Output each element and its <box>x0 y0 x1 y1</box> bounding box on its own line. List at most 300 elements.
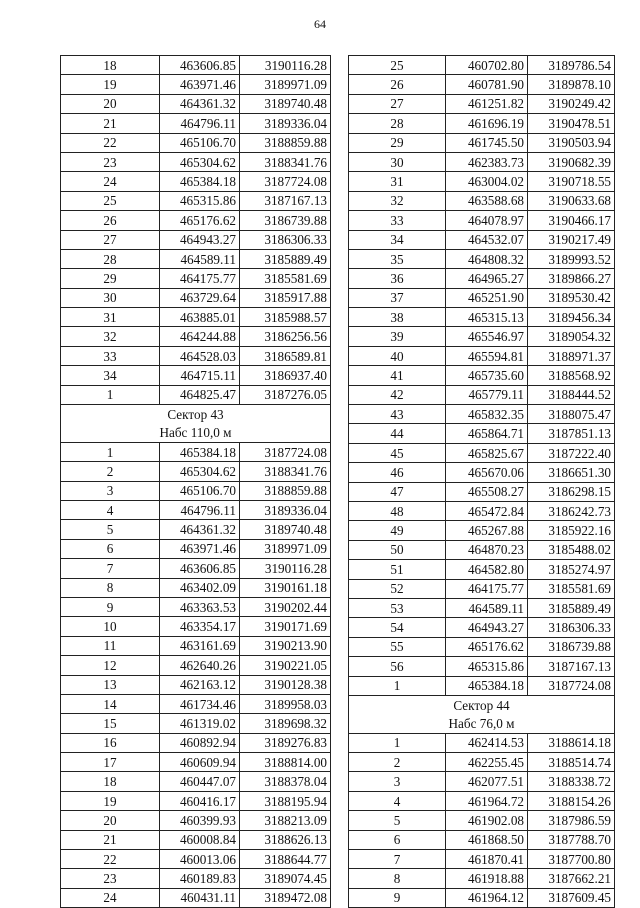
point-number: 32 <box>349 191 446 210</box>
y-coordinate: 3187609.45 <box>528 888 615 907</box>
table-row <box>61 656 331 675</box>
x-coordinate: 464796.11 <box>160 500 240 519</box>
point-number: 29 <box>349 133 446 152</box>
point-number: 41 <box>349 366 446 385</box>
x-coordinate: 462163.12 <box>160 675 240 694</box>
x-coordinate: 465251.90 <box>446 288 528 307</box>
x-coordinate: 463729.64 <box>160 288 240 307</box>
point-number: 18 <box>61 56 160 75</box>
point-number: 55 <box>349 637 446 656</box>
x-coordinate: 460008.84 <box>160 830 240 849</box>
point-number: 31 <box>61 308 160 327</box>
point-number: 19 <box>61 791 160 810</box>
point-number: 2 <box>349 753 446 772</box>
y-coordinate: 3188568.92 <box>528 366 615 385</box>
y-coordinate: 3188971.37 <box>528 346 615 365</box>
y-coordinate: 3189740.48 <box>240 520 331 539</box>
x-coordinate: 465315.13 <box>446 308 528 327</box>
table-row <box>61 869 331 888</box>
table-row <box>61 597 331 616</box>
table-row <box>61 308 331 327</box>
point-number: 21 <box>61 830 160 849</box>
sector-height: Набс 76,0 м <box>349 714 615 733</box>
y-coordinate: 3189786.54 <box>528 56 615 75</box>
x-coordinate: 465315.86 <box>446 657 528 676</box>
y-coordinate: 3188614.18 <box>528 733 615 752</box>
x-coordinate: 461870.41 <box>446 850 528 869</box>
point-number: 43 <box>349 405 446 424</box>
y-coordinate: 3189971.09 <box>240 75 331 94</box>
table-row <box>349 172 615 191</box>
y-coordinate: 3188626.13 <box>240 830 331 849</box>
table-row <box>349 405 615 424</box>
x-coordinate: 464361.32 <box>160 520 240 539</box>
y-coordinate: 3185274.97 <box>528 560 615 579</box>
y-coordinate: 3185488.02 <box>528 540 615 559</box>
point-number: 9 <box>349 888 446 907</box>
y-coordinate: 3189472.08 <box>240 888 331 907</box>
point-number: 54 <box>349 618 446 637</box>
point-number: 47 <box>349 482 446 501</box>
table-row <box>61 211 331 230</box>
x-coordinate: 463004.02 <box>446 172 528 191</box>
y-coordinate: 3186651.30 <box>528 463 615 482</box>
y-coordinate: 3189456.34 <box>528 308 615 327</box>
table-row <box>61 675 331 694</box>
x-coordinate: 464078.97 <box>446 211 528 230</box>
point-number: 24 <box>61 172 160 191</box>
right-coordinates-table <box>348 55 614 908</box>
x-coordinate: 463606.85 <box>160 56 240 75</box>
y-coordinate: 3188444.52 <box>528 385 615 404</box>
point-number: 50 <box>349 540 446 559</box>
x-coordinate: 465508.27 <box>446 482 528 501</box>
table-row <box>61 327 331 346</box>
point-number: 6 <box>61 539 160 558</box>
left-coordinates-table <box>60 55 330 908</box>
point-number: 27 <box>349 94 446 113</box>
x-coordinate: 465267.88 <box>446 521 528 540</box>
table-row <box>349 772 615 791</box>
table-row <box>349 811 615 830</box>
point-number: 19 <box>61 75 160 94</box>
y-coordinate: 3189740.48 <box>240 94 331 113</box>
point-number: 35 <box>349 249 446 268</box>
y-coordinate: 3187662.21 <box>528 869 615 888</box>
y-coordinate: 3190221.05 <box>240 656 331 675</box>
point-number: 36 <box>349 269 446 288</box>
y-coordinate: 3186242.73 <box>528 501 615 520</box>
x-coordinate: 460702.80 <box>446 56 528 75</box>
table-row <box>349 191 615 210</box>
y-coordinate: 3189993.52 <box>528 249 615 268</box>
table-row <box>349 733 615 752</box>
x-coordinate: 463402.09 <box>160 578 240 597</box>
point-number: 24 <box>61 888 160 907</box>
x-coordinate: 465546.97 <box>446 327 528 346</box>
table-row <box>349 424 615 443</box>
table-row <box>61 75 331 94</box>
point-number: 6 <box>349 830 446 849</box>
table-row <box>349 94 615 113</box>
table-row <box>61 888 331 907</box>
point-number: 18 <box>61 772 160 791</box>
y-coordinate: 3186256.56 <box>240 327 331 346</box>
x-coordinate: 460189.83 <box>160 869 240 888</box>
y-coordinate: 3188075.47 <box>528 405 615 424</box>
point-number: 9 <box>61 597 160 616</box>
x-coordinate: 460399.93 <box>160 811 240 830</box>
x-coordinate: 465384.18 <box>160 172 240 191</box>
x-coordinate: 462383.73 <box>446 152 528 171</box>
table-row <box>349 753 615 772</box>
point-number: 33 <box>61 346 160 365</box>
point-number: 1 <box>349 676 446 695</box>
point-number: 2 <box>61 462 160 481</box>
y-coordinate: 3189971.09 <box>240 539 331 558</box>
x-coordinate: 464589.11 <box>160 249 240 268</box>
point-number: 20 <box>61 94 160 113</box>
y-coordinate: 3187788.70 <box>528 830 615 849</box>
sector-header-row <box>349 695 615 714</box>
table-row <box>61 733 331 752</box>
y-coordinate: 3187700.80 <box>528 850 615 869</box>
point-number: 45 <box>349 443 446 462</box>
y-coordinate: 3186306.33 <box>240 230 331 249</box>
table-row <box>61 385 331 404</box>
y-coordinate: 3188378.04 <box>240 772 331 791</box>
table-row <box>349 133 615 152</box>
table-row <box>349 211 615 230</box>
point-number: 37 <box>349 288 446 307</box>
table-row <box>61 366 331 385</box>
y-coordinate: 3185581.69 <box>528 579 615 598</box>
point-number: 48 <box>349 501 446 520</box>
y-coordinate: 3186589.81 <box>240 346 331 365</box>
point-number: 30 <box>349 152 446 171</box>
point-number: 34 <box>349 230 446 249</box>
x-coordinate: 461734.46 <box>160 694 240 713</box>
point-number: 5 <box>61 520 160 539</box>
point-number: 53 <box>349 598 446 617</box>
table-row <box>61 249 331 268</box>
table-row <box>349 327 615 346</box>
sector-header-row <box>61 423 331 442</box>
point-number: 28 <box>349 114 446 133</box>
x-coordinate: 463588.68 <box>446 191 528 210</box>
point-number: 14 <box>61 694 160 713</box>
point-number: 5 <box>349 811 446 830</box>
y-coordinate: 3189958.03 <box>240 694 331 713</box>
table-row <box>61 56 331 75</box>
x-coordinate: 460447.07 <box>160 772 240 791</box>
point-number: 26 <box>349 75 446 94</box>
y-coordinate: 3188341.76 <box>240 462 331 481</box>
y-coordinate: 3190202.44 <box>240 597 331 616</box>
table-row <box>349 308 615 327</box>
point-number: 33 <box>349 211 446 230</box>
x-coordinate: 462255.45 <box>446 753 528 772</box>
point-number: 4 <box>349 791 446 810</box>
x-coordinate: 464870.23 <box>446 540 528 559</box>
table-row <box>61 481 331 500</box>
point-number: 28 <box>61 249 160 268</box>
x-coordinate: 464244.88 <box>160 327 240 346</box>
x-coordinate: 463971.46 <box>160 539 240 558</box>
sector-title: Сектор 44 <box>349 695 615 714</box>
table-row <box>61 152 331 171</box>
point-number: 1 <box>61 442 160 461</box>
x-coordinate: 464808.32 <box>446 249 528 268</box>
y-coordinate: 3186739.88 <box>240 211 331 230</box>
y-coordinate: 3190116.28 <box>240 559 331 578</box>
table-row <box>61 94 331 113</box>
y-coordinate: 3190171.69 <box>240 617 331 636</box>
table-row <box>61 772 331 791</box>
x-coordinate: 461964.72 <box>446 791 528 810</box>
table-row <box>61 753 331 772</box>
y-coordinate: 3188514.74 <box>528 753 615 772</box>
y-coordinate: 3189878.10 <box>528 75 615 94</box>
y-coordinate: 3185922.16 <box>528 521 615 540</box>
x-coordinate: 461696.19 <box>446 114 528 133</box>
point-number: 40 <box>349 346 446 365</box>
point-number: 26 <box>61 211 160 230</box>
x-coordinate: 460431.11 <box>160 888 240 907</box>
y-coordinate: 3188644.77 <box>240 850 331 869</box>
table-row <box>61 694 331 713</box>
x-coordinate: 464943.27 <box>160 230 240 249</box>
y-coordinate: 3187222.40 <box>528 443 615 462</box>
point-number: 1 <box>61 385 160 404</box>
table-row <box>349 657 615 676</box>
x-coordinate: 461868.50 <box>446 830 528 849</box>
table-row <box>349 230 615 249</box>
x-coordinate: 463885.01 <box>160 308 240 327</box>
x-coordinate: 463971.46 <box>160 75 240 94</box>
y-coordinate: 3188859.88 <box>240 481 331 500</box>
y-coordinate: 3185889.49 <box>240 249 331 268</box>
x-coordinate: 462640.26 <box>160 656 240 675</box>
y-coordinate: 3189698.32 <box>240 714 331 733</box>
point-number: 56 <box>349 657 446 676</box>
y-coordinate: 3189074.45 <box>240 869 331 888</box>
x-coordinate: 461251.82 <box>446 94 528 113</box>
point-number: 29 <box>61 269 160 288</box>
point-number: 1 <box>349 733 446 752</box>
table-row <box>61 230 331 249</box>
point-number: 22 <box>61 850 160 869</box>
page-number: 64 <box>314 17 326 31</box>
table-row <box>61 288 331 307</box>
y-coordinate: 3190718.55 <box>528 172 615 191</box>
y-coordinate: 3188213.09 <box>240 811 331 830</box>
x-coordinate: 465384.18 <box>160 442 240 461</box>
table-row <box>61 714 331 733</box>
x-coordinate: 463606.85 <box>160 559 240 578</box>
point-number: 23 <box>61 869 160 888</box>
point-number: 16 <box>61 733 160 752</box>
x-coordinate: 461319.02 <box>160 714 240 733</box>
y-coordinate: 3187851.13 <box>528 424 615 443</box>
y-coordinate: 3190249.42 <box>528 94 615 113</box>
table-row <box>61 539 331 558</box>
table-row <box>349 830 615 849</box>
y-coordinate: 3190478.51 <box>528 114 615 133</box>
point-number: 31 <box>349 172 446 191</box>
y-coordinate: 3185917.88 <box>240 288 331 307</box>
table-row <box>349 676 615 695</box>
x-coordinate: 464361.32 <box>160 94 240 113</box>
sector-title: Сектор 43 <box>61 405 331 424</box>
table-row <box>349 443 615 462</box>
x-coordinate: 463354.17 <box>160 617 240 636</box>
y-coordinate: 3189336.04 <box>240 500 331 519</box>
x-coordinate: 460416.17 <box>160 791 240 810</box>
x-coordinate: 465735.60 <box>446 366 528 385</box>
x-coordinate: 465670.06 <box>446 463 528 482</box>
table-row <box>349 152 615 171</box>
table-row <box>61 133 331 152</box>
x-coordinate: 463161.69 <box>160 636 240 655</box>
table-row <box>349 366 615 385</box>
y-coordinate: 3190503.94 <box>528 133 615 152</box>
y-coordinate: 3186937.40 <box>240 366 331 385</box>
x-coordinate: 465825.67 <box>446 443 528 462</box>
table-row <box>349 598 615 617</box>
table-row <box>61 500 331 519</box>
table-row <box>349 346 615 365</box>
table-row <box>349 269 615 288</box>
y-coordinate: 3188338.72 <box>528 772 615 791</box>
x-coordinate: 464715.11 <box>160 366 240 385</box>
x-coordinate: 465315.86 <box>160 191 240 210</box>
point-number: 30 <box>61 288 160 307</box>
y-coordinate: 3188341.76 <box>240 152 331 171</box>
point-number: 21 <box>61 114 160 133</box>
point-number: 44 <box>349 424 446 443</box>
x-coordinate: 465304.62 <box>160 152 240 171</box>
point-number: 4 <box>61 500 160 519</box>
y-coordinate: 3186739.88 <box>528 637 615 656</box>
y-coordinate: 3190682.39 <box>528 152 615 171</box>
point-number: 7 <box>349 850 446 869</box>
y-coordinate: 3190466.17 <box>528 211 615 230</box>
y-coordinate: 3188195.94 <box>240 791 331 810</box>
table-row <box>349 540 615 559</box>
table-row <box>349 521 615 540</box>
table-row <box>61 617 331 636</box>
table-row <box>61 172 331 191</box>
table-row <box>61 269 331 288</box>
table-row <box>349 618 615 637</box>
x-coordinate: 464796.11 <box>160 114 240 133</box>
x-coordinate: 464965.27 <box>446 269 528 288</box>
x-coordinate: 465594.81 <box>446 346 528 365</box>
y-coordinate: 3189866.27 <box>528 269 615 288</box>
table-row <box>349 385 615 404</box>
sector-height: Набс 110,0 м <box>61 423 331 442</box>
y-coordinate: 3189054.32 <box>528 327 615 346</box>
table-row <box>61 636 331 655</box>
point-number: 46 <box>349 463 446 482</box>
point-number: 20 <box>61 811 160 830</box>
y-coordinate: 3190161.18 <box>240 578 331 597</box>
table-row <box>61 346 331 365</box>
y-coordinate: 3188154.26 <box>528 791 615 810</box>
x-coordinate: 465832.35 <box>446 405 528 424</box>
table-row <box>61 559 331 578</box>
y-coordinate: 3190213.90 <box>240 636 331 655</box>
point-number: 11 <box>61 636 160 655</box>
table-row <box>349 637 615 656</box>
table-row <box>349 791 615 810</box>
x-coordinate: 462414.53 <box>446 733 528 752</box>
x-coordinate: 464825.47 <box>160 385 240 404</box>
y-coordinate: 3187986.59 <box>528 811 615 830</box>
table-row <box>349 888 615 907</box>
y-coordinate: 3186306.33 <box>528 618 615 637</box>
table-row <box>61 578 331 597</box>
y-coordinate: 3185581.69 <box>240 269 331 288</box>
x-coordinate: 465176.62 <box>446 637 528 656</box>
table-row <box>349 560 615 579</box>
y-coordinate: 3187724.08 <box>528 676 615 695</box>
table-row <box>61 114 331 133</box>
point-number: 25 <box>61 191 160 210</box>
y-coordinate: 3187167.13 <box>240 191 331 210</box>
y-coordinate: 3188859.88 <box>240 133 331 152</box>
y-coordinate: 3189276.83 <box>240 733 331 752</box>
point-number: 13 <box>61 675 160 694</box>
point-number: 39 <box>349 327 446 346</box>
x-coordinate: 460609.94 <box>160 753 240 772</box>
x-coordinate: 460781.90 <box>446 75 528 94</box>
point-number: 38 <box>349 308 446 327</box>
point-number: 10 <box>61 617 160 636</box>
x-coordinate: 461964.12 <box>446 888 528 907</box>
table-row <box>349 56 615 75</box>
y-coordinate: 3190128.38 <box>240 675 331 694</box>
point-number: 12 <box>61 656 160 675</box>
x-coordinate: 464589.11 <box>446 598 528 617</box>
table-row <box>61 191 331 210</box>
point-number: 3 <box>61 481 160 500</box>
point-number: 7 <box>61 559 160 578</box>
table-row <box>349 579 615 598</box>
point-number: 22 <box>61 133 160 152</box>
point-number: 32 <box>61 327 160 346</box>
y-coordinate: 3187724.08 <box>240 172 331 191</box>
point-number: 27 <box>61 230 160 249</box>
x-coordinate: 464175.77 <box>160 269 240 288</box>
y-coordinate: 3187724.08 <box>240 442 331 461</box>
point-number: 51 <box>349 560 446 579</box>
table-row <box>61 791 331 810</box>
x-coordinate: 462077.51 <box>446 772 528 791</box>
sector-header-row <box>349 714 615 733</box>
point-number: 3 <box>349 772 446 791</box>
x-coordinate: 465106.70 <box>160 481 240 500</box>
table-row <box>61 811 331 830</box>
point-number: 23 <box>61 152 160 171</box>
y-coordinate: 3186298.15 <box>528 482 615 501</box>
point-number: 25 <box>349 56 446 75</box>
table-row <box>61 462 331 481</box>
table-row <box>61 520 331 539</box>
table-row <box>349 463 615 482</box>
x-coordinate: 465384.18 <box>446 676 528 695</box>
